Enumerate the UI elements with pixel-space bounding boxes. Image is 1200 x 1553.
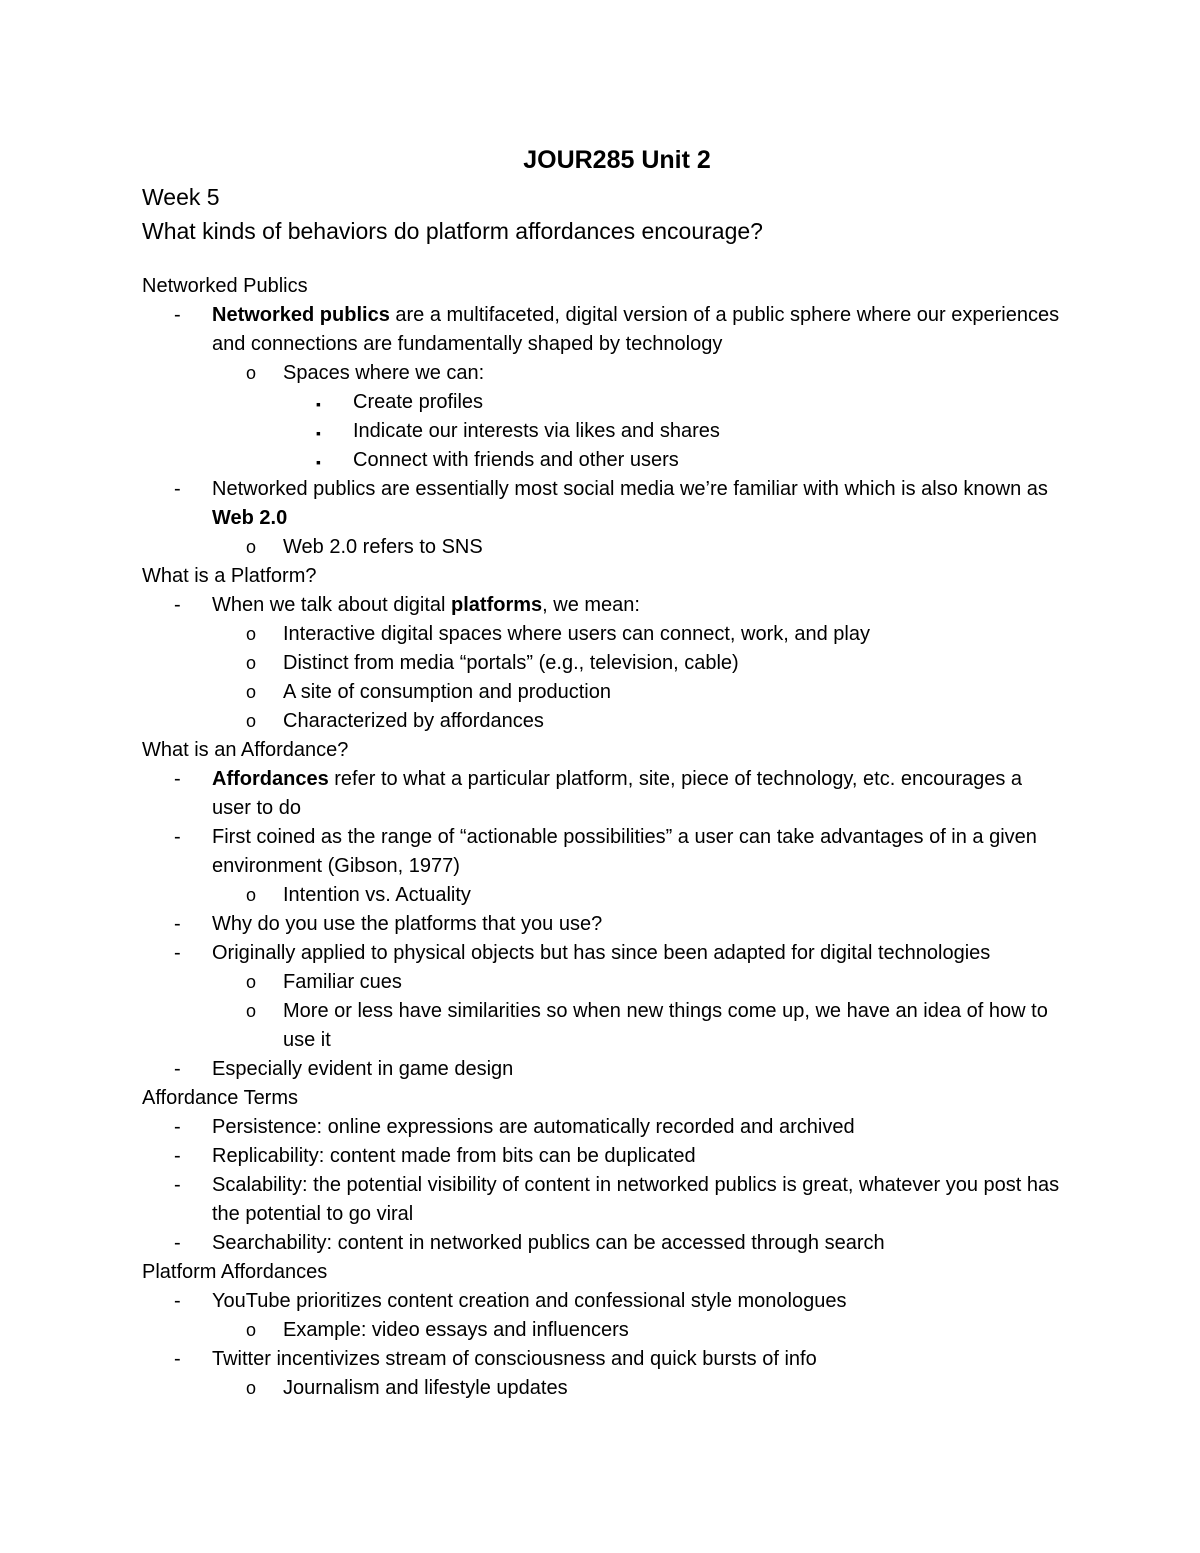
section-list [142,591,1062,736]
document-title: JOUR285 Unit 2 [523,146,711,174]
item-text: When we talk about digital [212,594,452,616]
list-item [142,475,1062,533]
square-bullet-icon: ▪ [316,425,321,441]
dash-bullet-icon: - [174,913,181,935]
list-item [142,678,1062,707]
list-item [142,620,1062,649]
item-text: Why do you use the platforms that you use? [212,913,603,935]
section-heading: Platform Affordances [142,1261,328,1283]
section-list [142,301,1062,562]
item-text: Connect with friends and other users [353,449,679,471]
notes-body [142,272,1062,1403]
list-item [142,417,1062,446]
circle-bullet-icon: o [246,1378,257,1398]
dash-bullet-icon: - [174,594,181,616]
item-text: Especially evident in game design [212,1058,514,1080]
item-text: Persistence: online expressions are automatically recorded and archived [212,1116,855,1138]
list-item [142,823,1062,881]
item-bold-term: Affordances [212,768,329,790]
section-heading: What is a Platform? [142,565,317,587]
section-list [142,1287,1062,1403]
week-heading: Week 5 [142,184,220,210]
dash-bullet-icon: - [174,1116,181,1138]
dash-bullet-icon: - [174,304,181,326]
dash-bullet-icon: - [174,826,181,848]
list-item [142,707,1062,736]
item-text: Spaces where we can: [283,362,485,384]
item-bold-term: Web 2.0 [212,507,288,529]
list-item [142,301,1062,359]
list-item [142,591,1062,620]
circle-bullet-icon: o [246,363,257,383]
item-bold-term: Networked publics [212,304,390,326]
circle-bullet-icon: o [246,1001,257,1021]
dash-bullet-icon: - [174,1290,181,1312]
circle-bullet-icon: o [246,1320,257,1340]
circle-bullet-icon: o [246,885,257,905]
dash-bullet-icon: - [174,1058,181,1080]
item-text: are a multifaceted, digital version of a public sphere where our experiences and connections are fundamentally shaped by technology [212,304,1060,355]
list-item [142,1374,1062,1403]
list-item [142,910,1062,939]
dash-bullet-icon: - [174,1145,181,1167]
item-text: Replicability: content made from bits can be duplicated [212,1145,696,1167]
list-item [142,997,1062,1055]
item-text: Familiar cues [283,971,402,993]
item-text: Interactive digital spaces where users can connect, work, and play [283,623,870,645]
item-text: refer to what a particular platform, site, piece of technology, etc. encourages a user to do [212,768,1023,819]
item-text: Journalism and lifestyle updates [283,1377,568,1399]
item-text: Originally applied to physical objects but has since been adapted for digital technologies [212,942,991,964]
document-page [142,140,1062,1403]
section-heading: What is an Affordance? [142,739,349,761]
item-text: Web 2.0 refers to SNS [283,536,483,558]
item-text: , we mean: [542,594,640,616]
dash-bullet-icon: - [174,478,181,500]
section-heading: Networked Publics [142,275,308,297]
list-item [142,968,1062,997]
section-heading: Affordance Terms [142,1087,299,1109]
list-item [142,1171,1062,1229]
circle-bullet-icon: o [246,682,257,702]
list-item [142,1229,1062,1258]
dash-bullet-icon: - [174,1232,181,1254]
list-item [142,1316,1062,1345]
list-item [142,939,1062,968]
circle-bullet-icon: o [246,653,257,673]
dash-bullet-icon: - [174,1348,181,1370]
item-text: Distinct from media “portals” (e.g., television, cable) [283,652,739,674]
list-item [142,881,1062,910]
guiding-question: What kinds of behaviors do platform affordances encourage? [142,218,763,244]
item-text: Searchability: content in networked publics can be accessed through search [212,1232,885,1254]
item-text: Intention vs. Actuality [283,884,471,906]
section-list [142,765,1062,1084]
list-item [142,359,1062,388]
item-text: YouTube prioritizes content creation and confessional style monologues [212,1290,847,1312]
section-list [142,1113,1062,1258]
item-bold-term: platforms [451,594,543,616]
list-item [142,1142,1062,1171]
item-text: Example: video essays and influencers [283,1319,629,1341]
list-item [142,1345,1062,1374]
item-text: A site of consumption and production [283,681,611,703]
item-text: More or less have similarities so when new things come up, we have an idea of how to use it [283,1000,1048,1051]
list-item [142,1055,1062,1084]
square-bullet-icon: ▪ [316,396,321,412]
list-item [142,446,1062,475]
list-item [142,765,1062,823]
dash-bullet-icon: - [174,768,181,790]
item-text: Twitter incentivizes stream of consciousness and quick bursts of info [212,1348,817,1370]
item-text: Indicate our interests via likes and shares [353,420,720,442]
dash-bullet-icon: - [174,942,181,964]
item-text: First coined as the range of “actionable possibilities” a user can take advantages of in a given environment (Gibson, 1977) [212,826,1037,877]
item-text: Scalability: the potential visibility of content in networked publics is great, whatever you post has the potential to go viral [212,1174,1060,1225]
item-text: Create profiles [353,391,484,413]
list-item [142,533,1062,562]
list-item [142,649,1062,678]
circle-bullet-icon: o [246,624,257,644]
circle-bullet-icon: o [246,711,257,731]
item-text: Networked publics are essentially most social media we’re familiar with which is also known as [212,478,1048,500]
list-item [142,388,1062,417]
list-item [142,1113,1062,1142]
list-item [142,1287,1062,1316]
circle-bullet-icon: o [246,537,257,557]
circle-bullet-icon: o [246,972,257,992]
square-bullet-icon: ▪ [316,454,321,470]
item-text: Characterized by affordances [283,710,544,732]
dash-bullet-icon: - [174,1174,181,1196]
